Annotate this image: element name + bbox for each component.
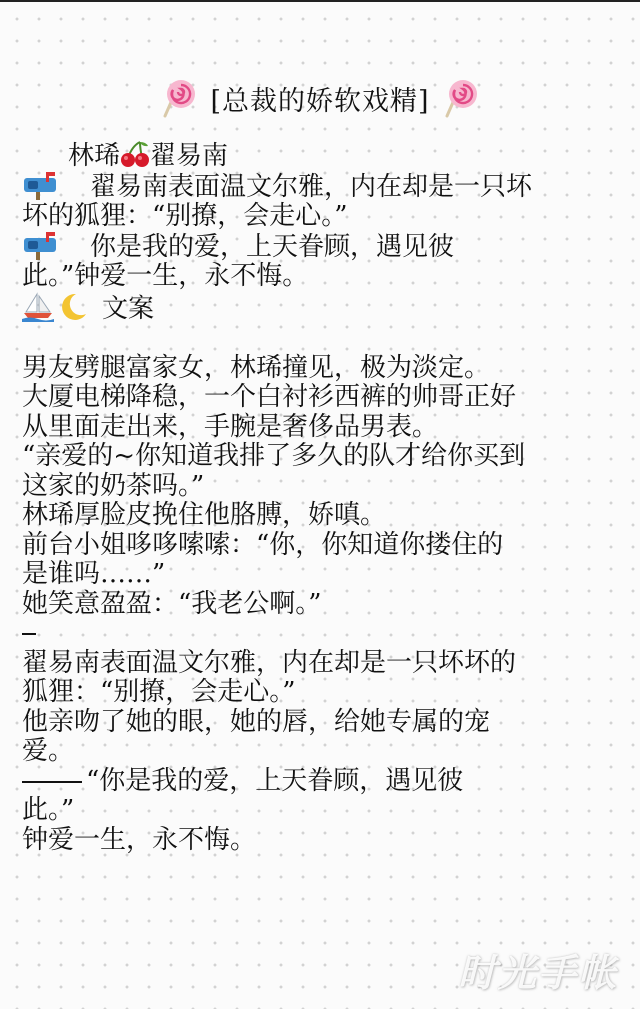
body-line: 前台小姐哆哆嗦嗦：“你，你知道你搂住的 xyxy=(22,529,504,560)
cherries-icon xyxy=(120,140,150,168)
body-line: 从里面走出来，手腕是奢侈品男表。 xyxy=(22,411,439,442)
quote-line: 此。”钟爱一生，永不悔。 xyxy=(22,261,309,291)
quote-line xyxy=(22,172,618,203)
body-line: 爱。 xyxy=(22,736,75,766)
quote-line: 坏的狐狸：“别撩，会走心。” xyxy=(22,201,348,231)
body-line: 他亲吻了她的眼，她的唇，给她专属的宠 xyxy=(22,706,491,737)
body-line: 大厦电梯降稳，一个白衬衫西裤的帅哥正好 xyxy=(22,382,517,412)
names-line xyxy=(22,140,618,172)
body-line: 翟易南表面温文尔雅，内在却是一只坏坏的 xyxy=(22,647,517,678)
hero-name: 翟易南 xyxy=(150,141,229,171)
quote-line xyxy=(22,232,618,263)
body-line: 此。” xyxy=(22,795,75,825)
lollipop-icon xyxy=(162,78,196,118)
body-line: 狐狸：“别撩，会走心。” xyxy=(22,677,296,707)
lollipop-icon xyxy=(444,78,478,118)
em-dash-divider xyxy=(22,781,82,783)
section-heading xyxy=(22,292,618,325)
body-line xyxy=(22,767,618,797)
body-line: 林琋厚脸皮挽住他胳膊，娇嗔。 xyxy=(22,500,387,530)
crescent-moon-icon xyxy=(54,292,88,322)
body-line: 男友劈腿富家女，林琋撞见，极为淡定。 xyxy=(22,352,491,383)
article-content xyxy=(22,140,618,855)
short-divider xyxy=(22,619,618,649)
body-line: 这家的奶茶吗。” xyxy=(22,470,205,501)
watermark: 时光手帐 xyxy=(457,951,618,995)
mailbox-icon xyxy=(22,232,58,260)
intro-quote-1: 翟易南表面温文尔雅，内在却是一只坏 xyxy=(90,171,533,202)
top-divider xyxy=(0,0,640,2)
heroine-name: 林琋 xyxy=(68,141,121,171)
intro-quote-2: 你是我的爱，上天眷顾，遇见彼 xyxy=(90,231,455,262)
page-title: [总裁的娇软戏精] xyxy=(210,85,430,117)
body-line: “亲爱的~你知道我排了多久的队才给你买到 xyxy=(22,441,526,471)
body-line: 是谁吗……” xyxy=(22,559,166,589)
sailboat-icon xyxy=(22,292,54,322)
closing-quote: “你是我的爱，上天眷顾，遇见彼 xyxy=(86,765,464,796)
section-label: 文案 xyxy=(102,293,155,324)
body-line: 她笑意盈盈：“我老公啊。” xyxy=(22,588,322,619)
title-row xyxy=(0,78,640,118)
mailbox-icon xyxy=(22,172,58,200)
body-line: 钟爱一生，永不悔。 xyxy=(22,824,257,855)
